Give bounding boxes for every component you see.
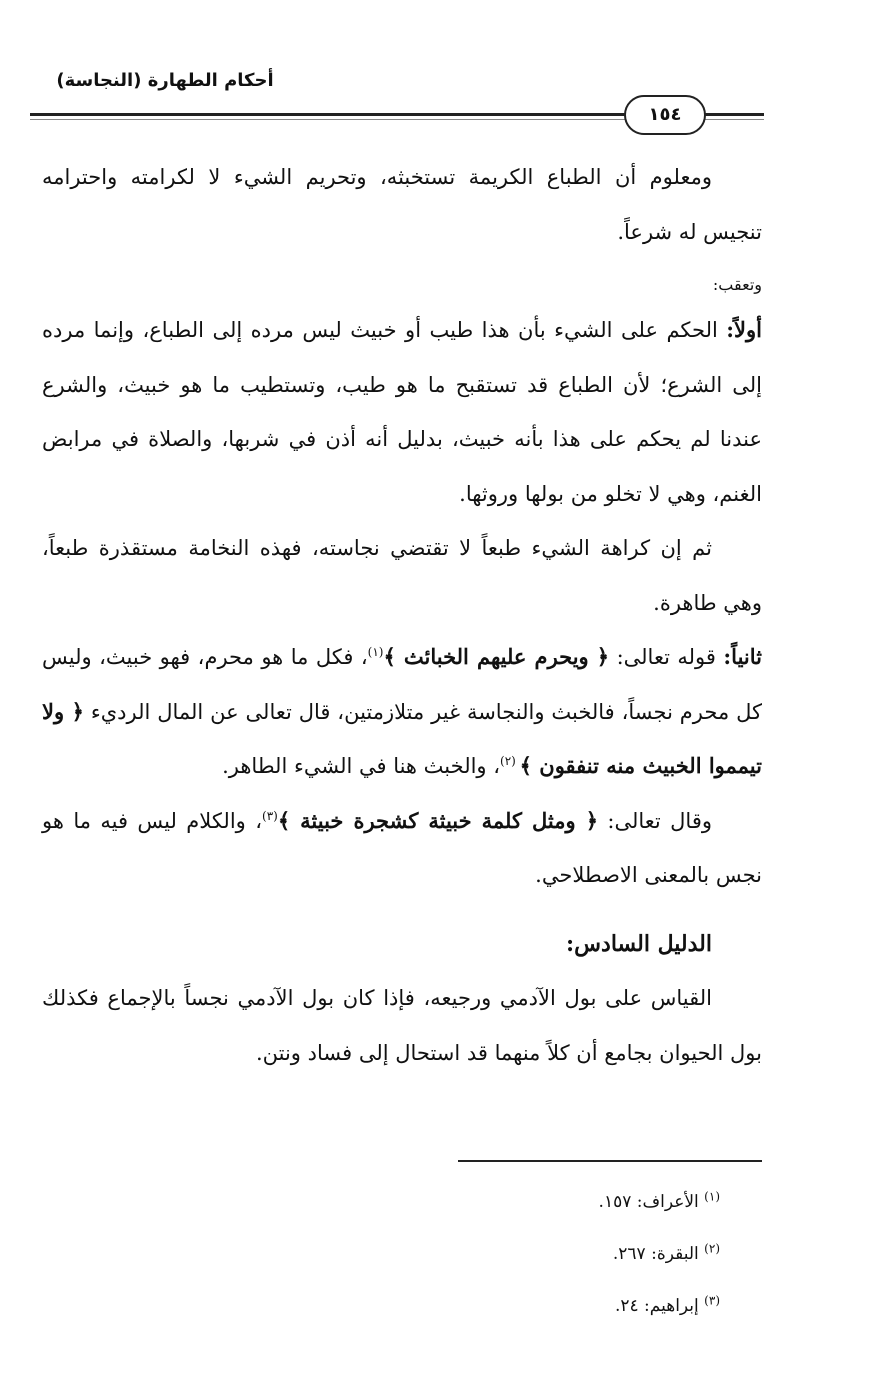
point-text: ، فكل ما هو محرم، فهو خبيث، وليس كل محرم نجساً، فالخبث والنجاسة غير متلازمتين، قال تعالى عن المال الرديء (42, 645, 762, 724)
point-text: قوله تعالى: (609, 645, 724, 669)
footnote-marker: (٣) (262, 808, 278, 823)
paragraph-label: وتعقب: (712, 275, 762, 294)
point-text: ، والخبث هنا في الشيء الطاهر. (222, 754, 501, 778)
quran-verse: ﴿ ومثل كلمة خبيثة كشجرة خبيثة ﴾ (277, 807, 599, 833)
paragraph-1: ومعلوم أن الطباع الكريمة تستخبثه، وتحريم الشيء لا لكرامته واحترامه تنجيس له شرعاً. (42, 165, 762, 244)
paragraph-6 (42, 794, 762, 903)
point-lead: أولاً: (726, 317, 762, 342)
footnote-text: الأعراف: ١٥٧. (598, 1192, 699, 1212)
paragraph-4: ثم إن كراهة الشيء طبعاً لا تقتضي نجاسته، فهذه النخامة مستقذرة طبعاً، وهي طاهرة. (42, 536, 762, 615)
paragraph-text: ، والكلام ليس فيه ما هو نجس بالمعنى الاصطلاحي. (42, 808, 762, 887)
footnote-number: (١) (704, 1189, 720, 1204)
paragraph-first-point (42, 303, 762, 521)
header-rule-right-thin (700, 119, 764, 120)
page-number: ١٥٤ (624, 95, 706, 135)
section-heading: الدليل السادس: (566, 930, 712, 957)
paragraph-text: وقال تعالى: (598, 808, 713, 833)
footnote-text: إبراهيم: ٢٤. (614, 1296, 699, 1316)
footnote-marker: (٢) (500, 754, 520, 768)
header-rule-thin (30, 119, 625, 120)
footnote-number: (٢) (704, 1241, 720, 1256)
paragraph-second-point (42, 630, 762, 794)
body-text (42, 150, 762, 1080)
quran-verse: ﴿ ولا تيمموا الخبيث منه تنفقون ﴾ (42, 698, 762, 778)
footnote-separator (458, 1160, 762, 1162)
footnote-marker: (١) (367, 645, 384, 659)
header-rule-right (700, 113, 764, 116)
quran-verse: ﴿ ويحرم عليهم الخبائث ﴾ (383, 644, 610, 669)
point-text: الحكم على الشيء بأن هذا طيب أو خبيث ليس مرده إلى الطباع، وإنما مرده إلى الشرع؛ لأن الطباع قد تستقبح ما هو طيب، وتستطيب ما هو خبيث، والشرع عندنا لم يحكم على هذا بأنه خبيث، بدليل أنه أذن في شربها، والصلاة في مرابض الغنم، وهي لا تخلو من بولها وروثها. (42, 318, 762, 506)
running-title: أحكام الطهارة (النجاسة) (56, 70, 274, 91)
footnotes (300, 1176, 720, 1332)
paragraph-7: القياس على بول الآدمي ورجيعه، فإذا كان بول الآدمي نجساً بالإجماع فكذلك بول الحيوان بجامع أن كلاً منهما قد استحال إلى فساد ونتن. (42, 986, 762, 1065)
footnote-number: (٣) (704, 1293, 720, 1308)
footnote-text: البقرة: ٢٦٧. (612, 1244, 699, 1264)
point-lead: ثانياً: (723, 644, 762, 669)
footnote-3 (300, 1280, 720, 1332)
footnote-1 (300, 1176, 720, 1228)
header-rule (30, 113, 625, 116)
footnote-2 (300, 1228, 720, 1280)
